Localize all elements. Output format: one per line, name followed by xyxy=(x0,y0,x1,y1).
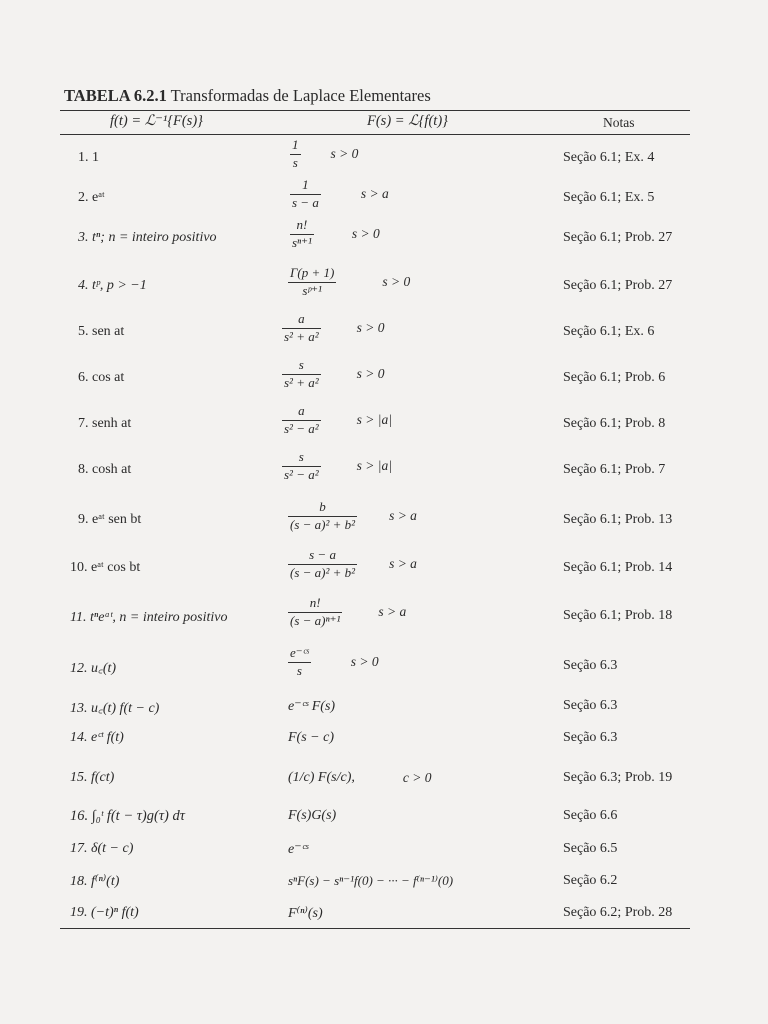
row-note: Seção 6.1; Prob. 13 xyxy=(563,512,673,527)
fraction-numerator: s xyxy=(298,357,304,372)
row-transform xyxy=(288,500,417,533)
row-function: 15. f(ct) xyxy=(70,770,115,785)
header-rule xyxy=(60,134,690,135)
fraction-denominator: s² − a² xyxy=(284,420,319,436)
row-note: Seção 6.1; Prob. 8 xyxy=(563,416,666,431)
row-note: Seção 6.1; Prob. 18 xyxy=(563,608,673,623)
row-transform xyxy=(290,218,380,251)
row-note: Seção 6.5 xyxy=(563,841,618,856)
row-transform xyxy=(290,138,358,171)
row-note: Seção 6.6 xyxy=(563,808,618,823)
row-transform xyxy=(290,178,389,211)
table-title xyxy=(64,86,431,106)
fraction-denominator: s − a xyxy=(292,194,319,210)
row-note: Seção 6.1; Prob. 14 xyxy=(563,560,673,575)
fraction-numerator: 1 xyxy=(302,177,309,192)
fraction-denominator: s² − a² xyxy=(284,466,319,482)
fraction-denominator: s² + a² xyxy=(284,328,319,344)
row-condition: s > 0 xyxy=(356,320,385,336)
fraction-denominator: (s − a)² + b² xyxy=(290,516,356,532)
row-note: Seção 6.2; Prob. 28 xyxy=(563,905,673,920)
row-condition: s > 0 xyxy=(382,274,411,290)
row-function: 11. tⁿeᵃᵗ, n = inteiro positivo xyxy=(70,610,228,625)
row-condition: s > 0 xyxy=(350,654,379,670)
row-function: 9. eᵃᵗ sen bt xyxy=(78,512,142,527)
row-transform: e⁻ᶜˢ F(s) xyxy=(288,699,336,714)
table-number: TABELA 6.2.1 xyxy=(64,86,167,105)
fraction-numerator: e⁻ᶜˢ xyxy=(290,645,309,660)
fraction-denominator: s² + a² xyxy=(284,374,319,390)
row-condition: s > a xyxy=(389,508,417,524)
fraction-numerator: Γ(p + 1) xyxy=(290,265,335,280)
fraction-denominator: (s − a)² + b² xyxy=(290,564,356,580)
row-function: 2. eᵃᵗ xyxy=(78,190,105,205)
row-condition: s > 0 xyxy=(330,146,359,162)
row-transform xyxy=(288,548,417,581)
fraction-denominator: sᵖ⁺¹ xyxy=(288,282,336,299)
fraction-numerator: n! xyxy=(309,595,321,610)
row-function: 10. eᵃᵗ cos bt xyxy=(70,560,141,575)
row-condition: s > a xyxy=(378,604,407,620)
fraction-numerator: a xyxy=(298,403,305,418)
row-function: 4. tᵖ, p > −1 xyxy=(78,278,147,293)
row-condition: s > 0 xyxy=(356,366,385,382)
row-transform: sⁿF(s) − sⁿ⁻¹f(0) − ··· − f⁽ⁿ⁻¹⁾(0) xyxy=(288,873,454,888)
row-note: Seção 6.1; Prob. 27 xyxy=(563,230,673,245)
row-function: 7. senh at xyxy=(78,416,132,431)
fraction-denominator: sⁿ⁺¹ xyxy=(292,234,312,250)
row-transform: F(s − c) xyxy=(288,730,334,745)
row-function: 16. ∫₀ᵗ f(t − τ)g(τ) dτ xyxy=(70,808,185,824)
top-rule xyxy=(60,110,690,111)
row-note: Seção 6.1; Ex. 4 xyxy=(563,150,655,165)
row-condition: s > |a| xyxy=(356,412,392,428)
row-transform xyxy=(282,358,385,391)
row-condition: s > a xyxy=(360,186,389,202)
row-transform xyxy=(288,596,406,629)
row-function: 12. u꜀(t) xyxy=(70,661,117,676)
row-transform xyxy=(282,450,392,483)
row-note: Seção 6.3 xyxy=(563,730,618,745)
scaled-transform: (1/c) F(s/c), xyxy=(288,770,355,786)
fraction-numerator: 1 xyxy=(292,137,299,152)
fraction-numerator: s xyxy=(298,449,304,464)
row-transform xyxy=(282,404,392,437)
header-inverse-transform: f(t) = ℒ⁻¹{F(s)} xyxy=(110,113,203,129)
row-function: 3. tⁿ; n = inteiro positivo xyxy=(78,230,217,245)
row-transform: e⁻ᶜˢ xyxy=(288,842,309,857)
row-note: Seção 6.1; Ex. 5 xyxy=(563,190,655,205)
row-function: 8. cosh at xyxy=(78,462,132,477)
fraction-denominator: (s − a)ⁿ⁺¹ xyxy=(290,612,341,628)
row-condition: s > 0 xyxy=(351,226,380,242)
fraction-numerator: b xyxy=(319,499,326,514)
row-condition: s > a xyxy=(389,556,417,572)
header-notes: Notas xyxy=(603,115,635,130)
row-transform xyxy=(282,312,385,345)
row-transform xyxy=(288,770,431,786)
fraction-numerator: s − a xyxy=(309,547,336,562)
row-note: Seção 6.1; Prob. 6 xyxy=(563,370,666,385)
row-note: Seção 6.1; Prob. 27 xyxy=(563,278,673,293)
fraction-denominator: s xyxy=(288,662,311,679)
fraction-numerator: n! xyxy=(296,217,308,232)
fraction-numerator: a xyxy=(298,311,305,326)
row-transform xyxy=(288,266,410,299)
row-function: 19. (−t)ⁿ f(t) xyxy=(70,905,139,920)
row-function: 17. δ(t − c) xyxy=(70,841,134,856)
row-function: 14. eᶜᵗ f(t) xyxy=(70,730,124,745)
row-transform: F⁽ⁿ⁾(s) xyxy=(288,906,323,921)
fraction-denominator: s xyxy=(290,154,301,171)
row-function: 5. sen at xyxy=(78,324,125,339)
row-note: Seção 6.2 xyxy=(563,873,618,888)
header-transform: F(s) = ℒ{f(t)} xyxy=(367,113,448,129)
bottom-rule xyxy=(60,928,690,929)
row-note: Seção 6.3 xyxy=(563,698,618,713)
row-transform: F(s)G(s) xyxy=(288,808,337,823)
row-function: 6. cos at xyxy=(78,370,125,385)
row-note: Seção 6.3; Prob. 19 xyxy=(563,770,673,785)
row-note: Seção 6.1; Prob. 7 xyxy=(563,462,666,477)
row-condition: c > 0 xyxy=(402,770,432,785)
row-function: 13. u꜀(t) f(t − c) xyxy=(70,701,160,716)
table-caption: Transformadas de Laplace Elementares xyxy=(170,86,431,105)
row-function: 18. f⁽ⁿ⁾(t) xyxy=(70,874,120,889)
row-transform xyxy=(288,646,379,679)
row-function: 1. 1 xyxy=(78,150,99,165)
row-condition: s > |a| xyxy=(356,458,392,474)
row-note: Seção 6.3 xyxy=(563,658,618,673)
row-note: Seção 6.1; Ex. 6 xyxy=(563,324,655,339)
